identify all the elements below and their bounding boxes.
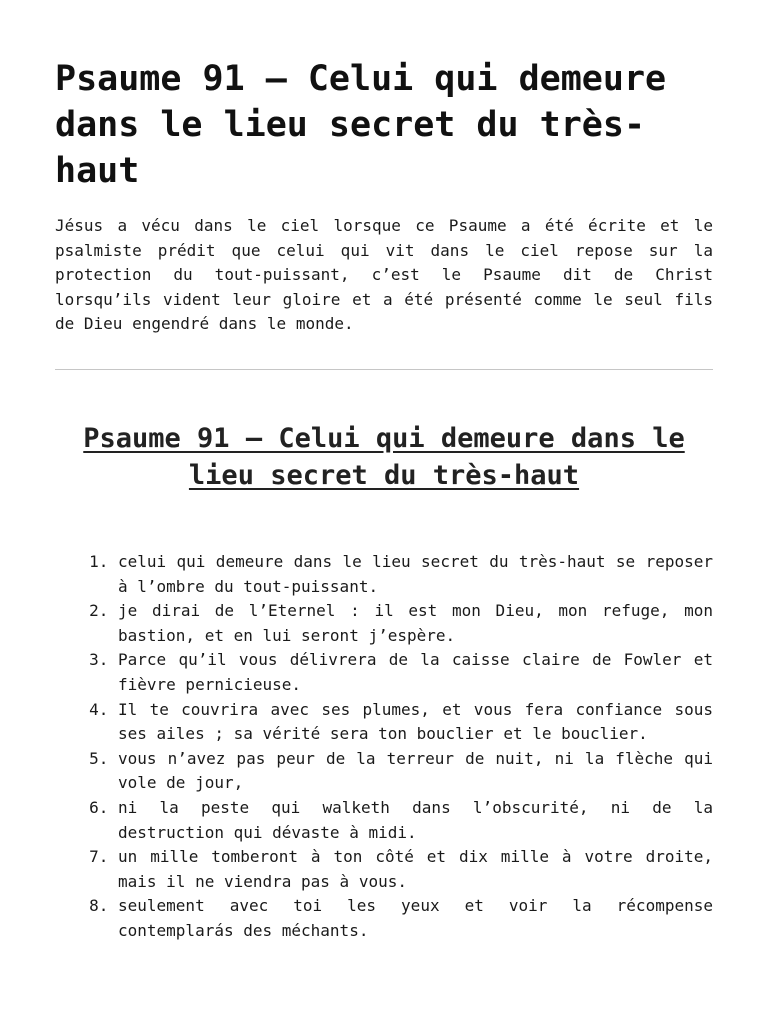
verse-item: 7. un mille tomberont à ton côté et dix mille à votre droite, mais il ne viendra pas à vous.	[118, 845, 713, 894]
verse-item: 5. vous n’avez pas peur de la terreur de nuit, ni la flèche qui vole de jour,	[118, 747, 713, 796]
verse-item: 4. Il te couvrira avec ses plumes, et vous fera confiance sous ses ailes ; sa vérité sera ton bouclier et le bouclier.	[118, 698, 713, 747]
verse-list	[55, 550, 713, 944]
verse-item: 6. ni la peste qui walketh dans l’obscurité, ni de la destruction qui dévaste à midi.	[118, 796, 713, 845]
verse-item: 8. seulement avec toi les yeux et voir la récompense contemplarás des méchants.	[118, 894, 713, 943]
verse-item: 1. celui qui demeure dans le lieu secret du très-haut se reposer à l’ombre du tout-puissant.	[118, 550, 713, 599]
section-title: Psaume 91 – Celui qui demeure dans le lieu secret du très-haut	[83, 422, 685, 491]
verse-item: 3. Parce qu’il vous délivrera de la caisse claire de Fowler et fièvre pernicieuse.	[118, 648, 713, 697]
intro-paragraph: Jésus a vécu dans le ciel lorsque ce Psaume a été écrite et le psalmiste prédit que celui qui vit dans le ciel repose sur la protection du tout-puissant, c’est le Psaume dit de Christ lorsqu’ils vident leur gloire et a été présenté comme le seul fils de Dieu engendré dans le monde.	[55, 216, 713, 334]
page-title: Psaume 91 – Celui qui demeure dans le lieu secret du très-haut	[55, 59, 667, 191]
verse-item: 2. je dirai de l’Eternel : il est mon Dieu, mon refuge, mon bastion, et en lui seront j’espère.	[118, 599, 713, 648]
divider	[55, 369, 713, 370]
